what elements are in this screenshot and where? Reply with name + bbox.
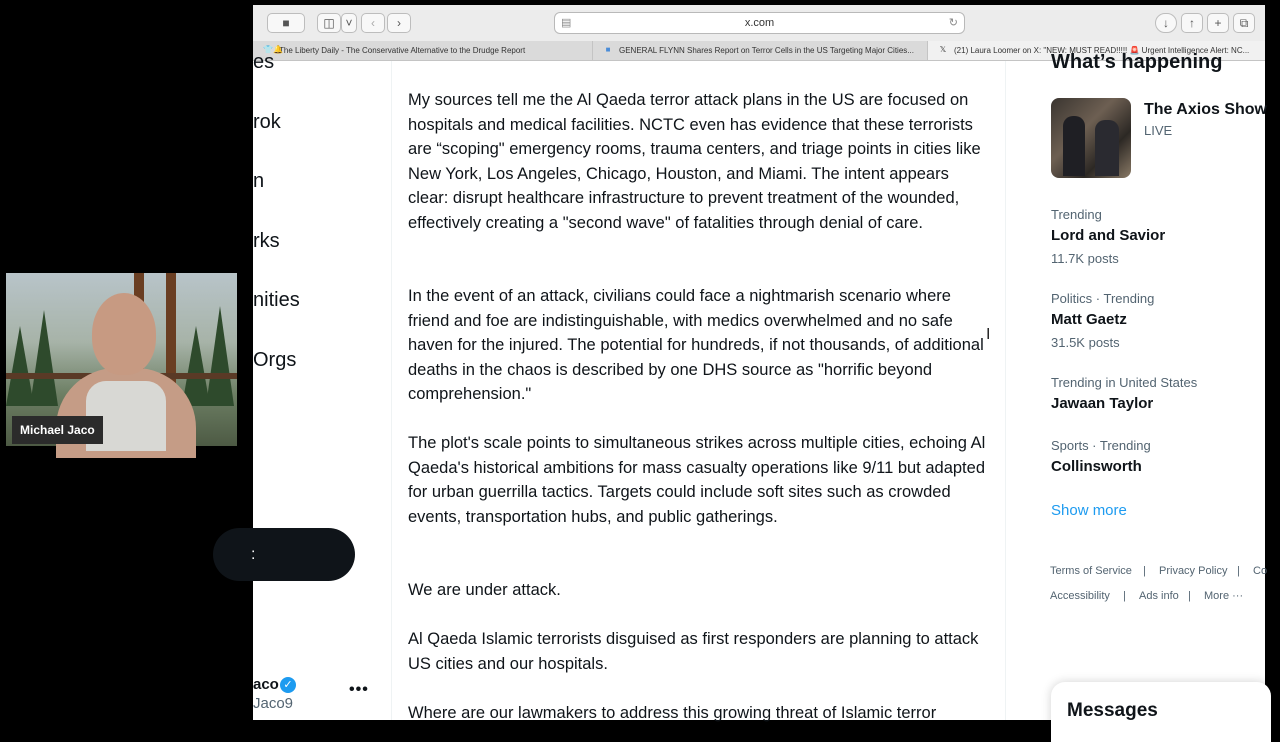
trend-name[interactable]: Matt Gaetz	[1051, 311, 1127, 328]
tab-favicon-icon: 𝕏	[939, 45, 947, 54]
trend-meta: Sports · Trending	[1051, 438, 1151, 453]
chevron-down-icon[interactable]: ˅	[341, 13, 357, 33]
trend-name[interactable]: Lord and Savior	[1051, 227, 1166, 244]
x-page	[251, 51, 1268, 722]
tab-favicon-icon: ■	[605, 45, 611, 54]
forward-button[interactable]: ›	[387, 13, 411, 33]
footer-separator: |	[1143, 565, 1146, 577]
trend-count: 31.5K posts	[1051, 335, 1120, 350]
privacy-link[interactable]: Privacy Policy	[1159, 565, 1228, 577]
webcam-overlay	[6, 273, 237, 446]
browser-window	[251, 5, 1268, 722]
ads-info-link[interactable]: Ads info	[1139, 590, 1179, 602]
tab-overview-button[interactable]: ⧉	[1233, 13, 1255, 33]
text-cursor-icon: I	[986, 326, 991, 343]
reload-icon[interactable]: ↻	[948, 17, 958, 29]
nav-item-label[interactable]: n	[253, 170, 265, 192]
tab-title: (21) Laura Loomer on X: "NEW: MUST READ!!!!! 🚨 Urgent Intelligence Alert: NC...	[954, 46, 1250, 55]
back-button[interactable]: ‹	[361, 13, 385, 33]
footer-separator: |	[1237, 565, 1240, 577]
messages-title: Messages	[1067, 700, 1158, 721]
right-sidebar	[1033, 51, 1268, 721]
messages-drawer[interactable]	[1051, 682, 1271, 742]
post-paragraph: Where are our lawmakers to address this growing threat of Islamic terror	[408, 704, 937, 722]
cookie-link[interactable]: Co	[1253, 565, 1268, 577]
tab-title: GENERAL FLYNN Shares Report on Terror Cells in the US Targeting Major Cities...	[619, 46, 914, 55]
tab-general-flynn[interactable]	[593, 41, 928, 60]
axios-show-thumbnail[interactable]	[1051, 98, 1131, 178]
trend-name[interactable]: Jawaan Taylor	[1051, 395, 1154, 412]
nav-item-label[interactable]: rks	[253, 230, 280, 252]
tab-liberty-daily[interactable]	[253, 41, 593, 60]
address-bar[interactable]	[554, 12, 965, 34]
trend-count: 11.7K posts	[1051, 251, 1119, 266]
nav-item-label[interactable]: Orgs	[253, 349, 297, 371]
terms-link[interactable]: Terms of Service	[1050, 565, 1132, 577]
share-button[interactable]: ↑	[1181, 13, 1203, 33]
tree-shape	[206, 306, 234, 406]
post-paragraph: Al Qaeda Islamic terrorists disguised as first responders are planning to attack US cities and our hospitals.	[408, 630, 979, 673]
address-text: x.com	[744, 17, 775, 29]
account-menu-icon[interactable]: •••	[349, 681, 369, 698]
left-navigation	[251, 51, 389, 720]
tab-favicon-icon: 👕🔔	[263, 45, 283, 54]
verified-badge-icon: ✓	[280, 677, 296, 693]
sidebar-toggle-button[interactable]: ◫	[317, 13, 341, 33]
accessibility-link[interactable]: Accessibility	[1050, 590, 1110, 602]
person-head	[92, 293, 156, 375]
webcam-name-label: Michael Jaco	[12, 416, 103, 444]
browser-toolbar	[253, 5, 1265, 41]
post-paragraph: In the event of an attack, civilians could face a nightmarish scenario where friend and foe are indistinguishable, with medics overwhelmed and no safe haven for the injured. The potential for hundreds, if not thousands, of additional deaths in the chaos is described by one DHS source as "horrific beyond comprehension."	[408, 287, 984, 403]
tree-shape	[30, 310, 58, 406]
trend-name[interactable]: Collinsworth	[1051, 458, 1142, 475]
profile-button[interactable]: ■	[267, 13, 305, 33]
tab-title: The Liberty Daily - The Conservative Alternative to the Drudge Report	[279, 46, 526, 55]
nav-item-label[interactable]: nities	[253, 289, 300, 311]
footer-separator: |	[1188, 590, 1191, 602]
post-column	[391, 61, 1006, 720]
nav-item-label[interactable]: rok	[253, 111, 281, 133]
post-paragraph: My sources tell me the Al Qaeda terror attack plans in the US are focused on hospitals and medical facilities. NCTC even has evidence that these terrorists are “scoping" emergency rooms, trauma centers, and triage points in cities like New York, Los Angeles, Chicago, Houston, and Miami. The intent appears clear: disrupt healthcare infrastructure to prevent treatment of the wounded, effectively creating a "second wave" of fatalities through denial of care.	[408, 91, 981, 232]
account-name[interactable]: aco	[253, 676, 279, 693]
new-tab-button[interactable]: +	[1207, 13, 1229, 33]
trend-meta: Politics · Trending	[1051, 291, 1155, 306]
post-button-label: :	[251, 546, 256, 563]
thumbnail-figure	[1063, 116, 1085, 176]
nav-item-label[interactable]: es	[253, 51, 275, 73]
post-paragraph: The plot's scale points to simultaneous strikes across multiple cities, echoing Al Qaeda's historical ambitions for mass casualty operations like 9/11 but adapted for urban guerrilla tactics. Targets could include soft sites such as crowded events, transportation hubs, and public gatherings.	[408, 434, 986, 526]
featured-status: LIVE	[1144, 123, 1173, 138]
page-icon: ▤	[561, 17, 572, 29]
more-link[interactable]: More ···	[1204, 590, 1244, 602]
post-paragraph: We are under attack.	[408, 581, 561, 599]
thumbnail-figure	[1095, 120, 1119, 176]
trend-meta: Trending in United States	[1051, 375, 1198, 390]
whats-happening-title: What’s happening	[1051, 51, 1223, 73]
featured-title[interactable]: The Axios Show	[1144, 101, 1267, 118]
footer-separator: |	[1123, 590, 1126, 602]
trend-meta: Trending	[1051, 207, 1102, 222]
show-more-link[interactable]: Show more	[1051, 502, 1127, 519]
downloads-button[interactable]: ↓	[1155, 13, 1177, 33]
post-button[interactable]	[213, 528, 355, 581]
account-handle[interactable]: Jaco9	[253, 695, 294, 712]
